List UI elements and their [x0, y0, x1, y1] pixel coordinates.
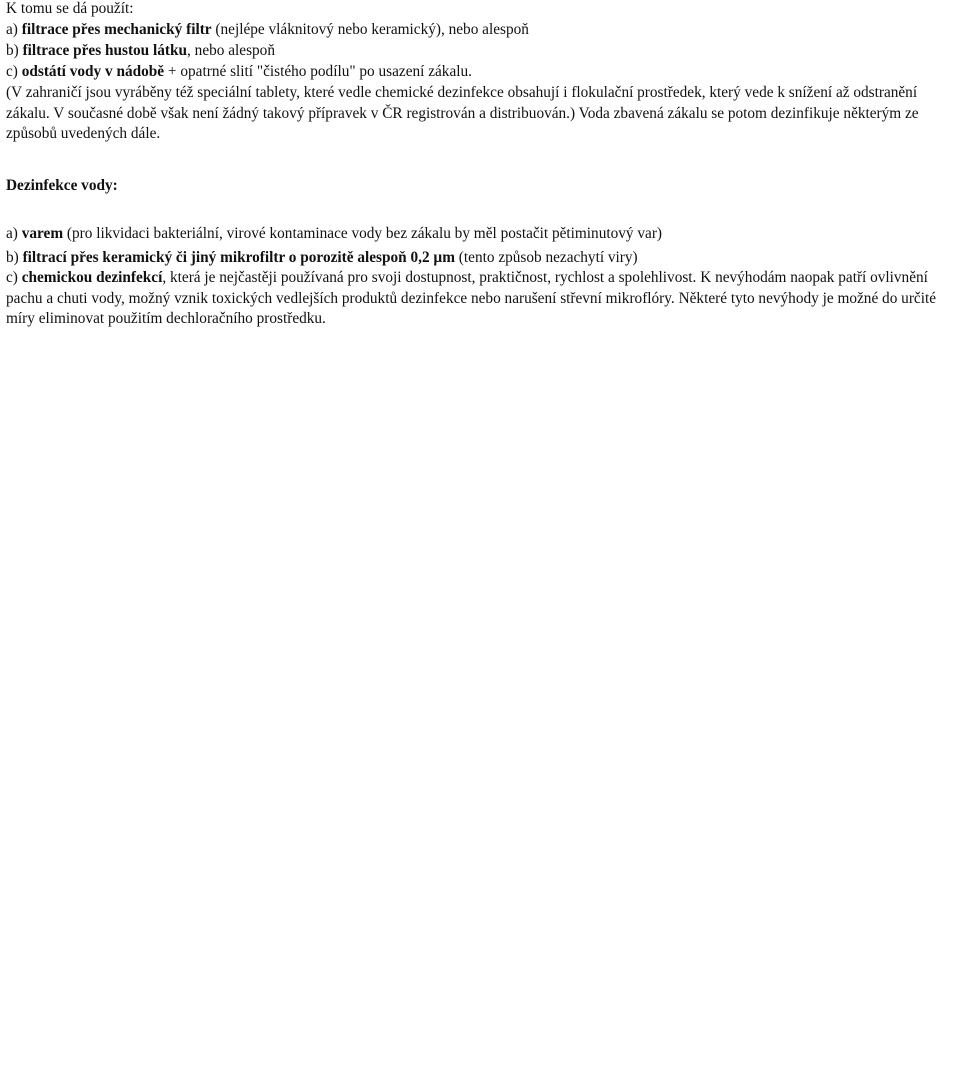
intro-line: K tomu se dá použít: [6, 0, 134, 17]
intro-note: (V zahraničí jsou vyráběny též speciální tablety, které vedle chemické dezinfekce obsahují i flokulační prostředek, který vede k snížení až odstranění zákalu. V současné době však není žádný takový přípravek v ČR registrován a distribuován.) Voda zbavená zákalu se potom dezinfikuje některým ze způsobů uvedených dále. [6, 84, 919, 142]
intro-option-a: a) filtrace přes mechanický filtr (nejlépe vláknitový nebo keramický), nebo alespoň [6, 21, 529, 38]
intro-option-b: b) filtrace přes hustou látku, nebo alespoň [6, 42, 275, 59]
intro-option-c: c) odstátí vody v nádobě + opatrné slití "čistého podílu" po usazení zákalu. [6, 63, 472, 80]
water-option-a: a) varem (pro likvidaci bakteriální, virové kontaminace vody bez zákalu by měl postačit pětiminutový var) [6, 225, 663, 242]
heading-water: Dezinfekce vody: [6, 177, 118, 194]
water-option-b: b) filtrací přes keramický či jiný mikrofiltr o porozitě alespoň 0,2 µm (tento způsob nezachytí viry) [6, 249, 638, 266]
water-option-c: c) chemickou dezinfekcí, která je nejčastěji používaná pro svoji dostupnost, praktičnost, rychlost a spolehlivost. K nevýhodám naopak patří ovlivnění pachu a chuti vody, možný vznik toxických vedlejších produktů dezinfekce nebo narušení střevní mikroflóry. Některé tyto nevýhody je možné do určité míry eliminovat použitím dechloračního prostředku. [6, 269, 936, 327]
